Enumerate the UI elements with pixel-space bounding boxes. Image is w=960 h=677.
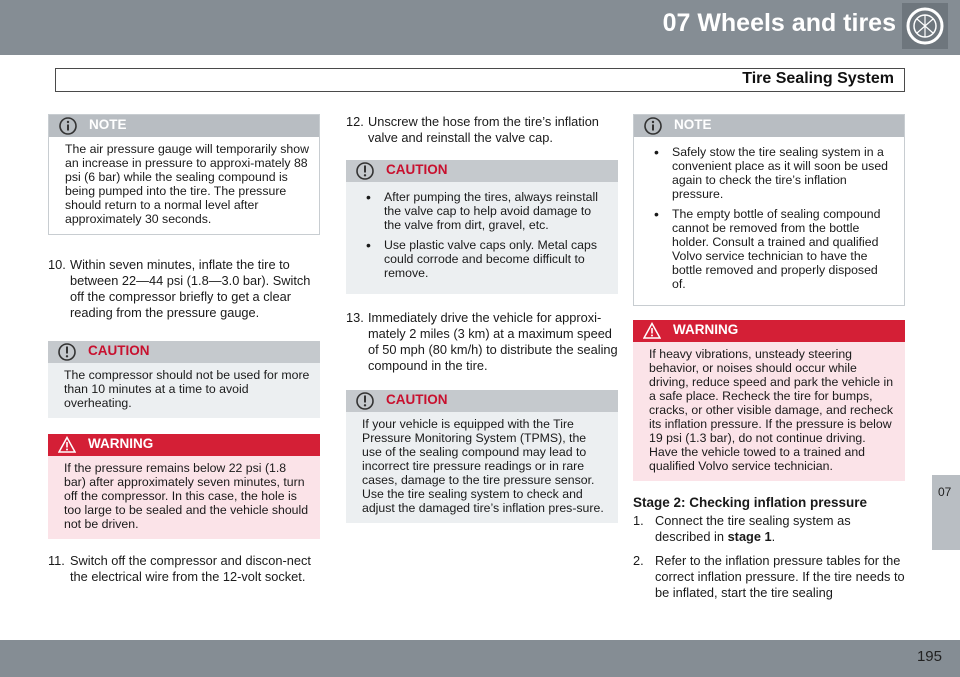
step-10 (48, 257, 320, 321)
warning-box (48, 434, 320, 539)
bullet-item: • The empty bottle of sealing compound cannot be removed from the bottle holder. Consult a trained and qualified Volvo service technician to have the bottle removed and properly disposed of. (650, 207, 894, 291)
caution-box (346, 390, 618, 523)
column-2 (346, 114, 618, 535)
column-1 (48, 114, 320, 599)
step-text: Connect the tire sealing system as described in (655, 513, 851, 544)
caution-icon (58, 343, 76, 361)
warning-triangle-icon (58, 436, 76, 454)
step-text-end: . (771, 529, 776, 544)
step-number: 12. (346, 114, 364, 129)
warning-header (48, 434, 320, 456)
caution-text: If your vehicle is equipped with the Tire Pressure Monitoring System (TPMS), the use of the sealing compound may lead to incorrect tire pressure readings or in rare cases, damage to the tire pressure sensor. Use the tire sealing system to check and adjust the damaged tire’s inflation pres-sure. (362, 417, 604, 515)
step-1 (633, 513, 905, 545)
caution-header (346, 160, 618, 182)
note-bullets (634, 137, 904, 305)
warning-triangle-icon (643, 322, 661, 340)
caution-bullets (346, 182, 618, 294)
step-text: Within seven minutes, inflate the tire to between 22—44 psi (1.8—3.0 bar). Switch off the compressor briefly to get a clear reading from the pressure gauge. (70, 257, 311, 320)
caution-icon (356, 162, 374, 180)
step-text-bold: stage 1 (727, 529, 772, 544)
note-box (48, 114, 320, 235)
caution-icon (356, 392, 374, 410)
note-label: NOTE (89, 117, 127, 132)
caution-label: CAUTION (386, 392, 448, 407)
section-title: Tire Sealing System (742, 70, 894, 87)
header-bar (0, 0, 960, 55)
note-header (634, 115, 904, 137)
warning-label: WARNING (673, 322, 739, 337)
step-number: 2. (633, 553, 644, 568)
step-number: 1. (633, 513, 644, 528)
warning-text: If heavy vibrations, unsteady steering behavior, or noises should occur while driving, reduce speed and park the vehicle in a safe place. Recheck the tire for bumps, cracks, or other visible damage, and recheck its inflation pressure. If the pressure is below 19 psi (1.3 bar), do not continue driving. Have the vehicle towed to a trained and qualified Volvo service technician. (649, 347, 894, 473)
side-tab-label: 07 (938, 485, 952, 499)
note-text: The air pressure gauge will temporarily show an increase in pressure to approxi-mately 88 psi (6 bar) while the sealing compound is being pumped into the tire. The pressure should return to a normal level after approximately 30 seconds. (65, 142, 309, 226)
step-number: 10. (48, 257, 66, 272)
column-3 (633, 114, 905, 609)
chapter-side-tab (932, 475, 960, 550)
step-13 (346, 310, 618, 374)
warning-label: WARNING (88, 436, 154, 451)
warning-box (633, 320, 905, 481)
bullet-item: • Safely stow the tire sealing system in a convenient place as it will soon be used again to check the tire’s inflation pressure. (650, 145, 894, 201)
note-label: NOTE (674, 117, 712, 132)
step-2 (633, 553, 905, 601)
note-box (633, 114, 905, 306)
caution-box (48, 341, 320, 418)
info-icon (59, 117, 77, 135)
warning-header (633, 320, 905, 342)
caution-label: CAUTION (88, 343, 150, 358)
page-number: 195 (916, 648, 942, 665)
footer-bar (0, 640, 960, 677)
step-number: 11. (48, 553, 65, 568)
stage2-heading: Stage 2: Checking inflation pressure (633, 495, 868, 510)
caution-label: CAUTION (386, 162, 448, 177)
step-11 (48, 553, 320, 585)
step-12 (346, 114, 618, 146)
caution-box (346, 160, 618, 294)
step-text: Immediately drive the vehicle for approxi-mately 2 miles (3 km) at a maximum speed of 50 mph (80 km/h) to distribute the sealing compound in the tire. (368, 310, 618, 373)
bullet-item: • Use plastic valve caps only. Metal caps could corrode and become difficult to remove. (362, 238, 608, 280)
section-header (55, 68, 905, 92)
caution-header (48, 341, 320, 363)
caution-text: The compressor should not be used for more than 10 minutes at a time to avoid overheating. (64, 368, 310, 410)
step-text: Unscrew the hose from the tire’s inflation valve and reinstall the valve cap. (368, 114, 599, 145)
step-text: Refer to the inflation pressure tables for the correct inflation pressure. If the tire needs to be inflated, start the tire sealing (655, 553, 905, 600)
info-icon (644, 117, 662, 135)
step-text: Switch off the compressor and discon-nect the electrical wire from the 12-volt socket. (70, 553, 311, 584)
note-header (49, 115, 319, 137)
step-number: 13. (346, 310, 364, 325)
tire-icon (902, 3, 948, 49)
chapter-title: 07 Wheels and tires (662, 9, 896, 37)
bullet-item: • After pumping the tires, always reinstall the valve cap to help avoid damage to the valve from dirt, gravel, etc. (362, 190, 608, 232)
warning-text: If the pressure remains below 22 psi (1.8 bar) after approximately seven minutes, turn off the compressor. In this case, the hole is too large to be sealed and the vehicle should not be driven. (64, 461, 309, 531)
caution-header (346, 390, 618, 412)
